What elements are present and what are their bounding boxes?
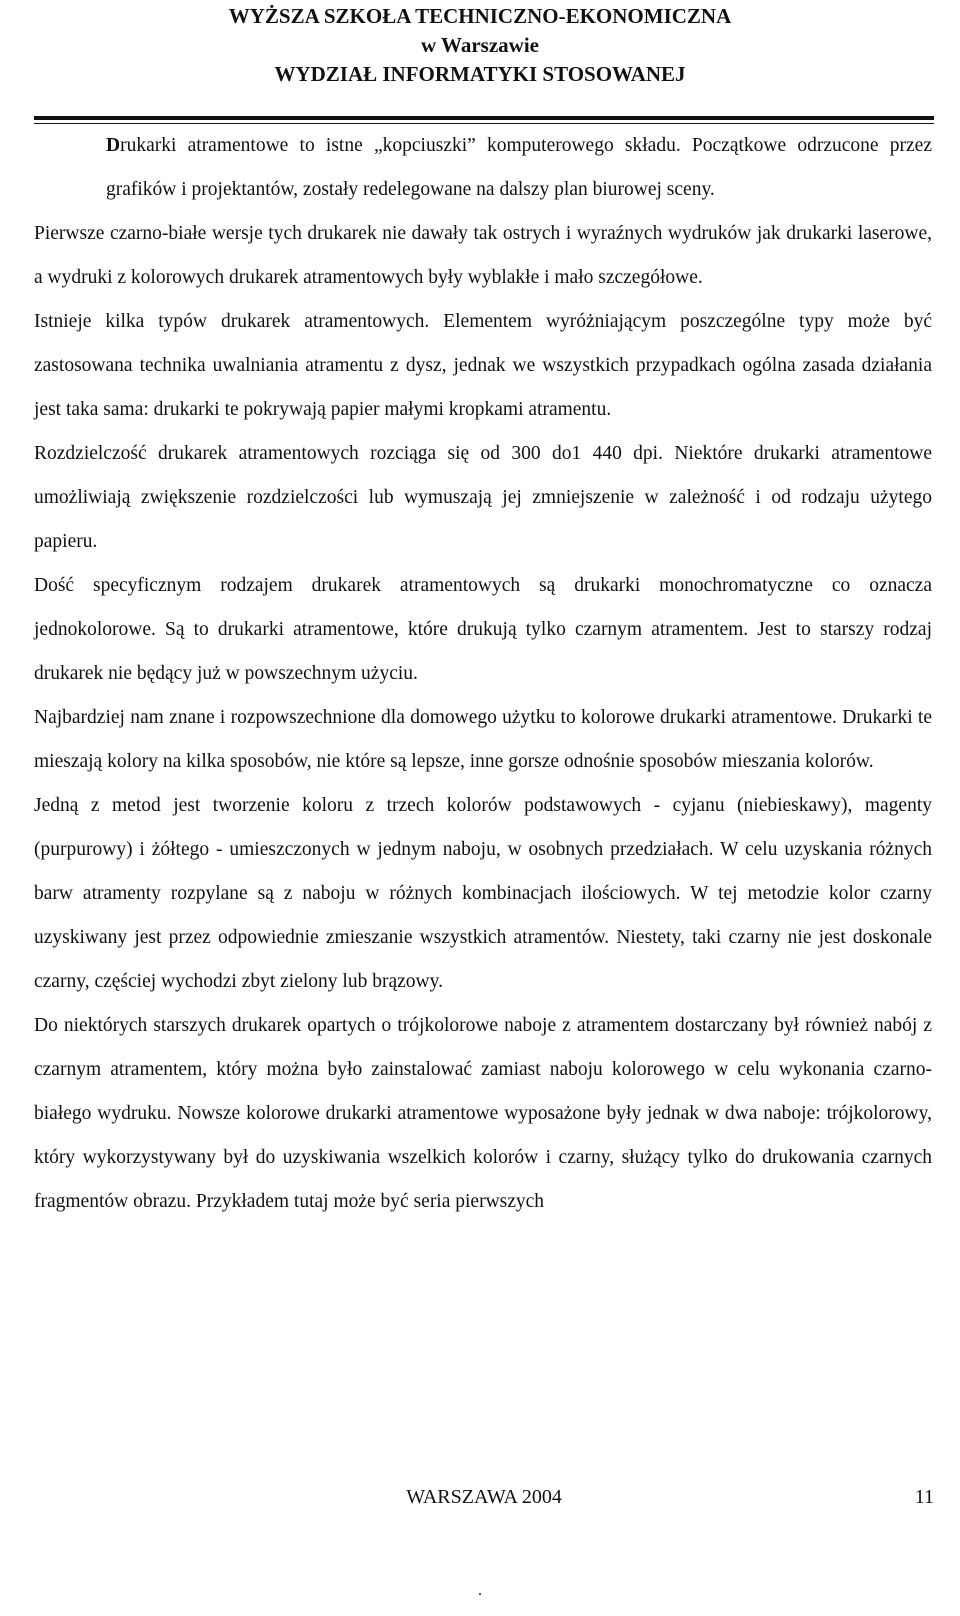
paragraph-4: Rozdzielczość drukarek atramentowych rozciąga się od 300 do1 440 dpi. Niektóre drukarki atramentowe umożliwiają zwiększenie rozdzielczości lub wymuszają jej zmniejszenie w zależność i od rodzaju użytego papieru. [34,443,932,552]
paragraph-8: Do niektórych starszych drukarek opartych o trójkolorowe naboje z atramentem dostarczany był również nabój z czarnym atramentem, który można było zainstalować zamiast naboju kolorowego w celu wykonania czarno-białego wydruku. Nowsze kolorowe drukarki atramentowe wyposażone były jednak w dwa naboje: trójkolorowy, który wykorzystywany był do uzyskiwania wszelkich kolorów i czarny, służący tylko do drukowania czarnych fragmentów obrazu. Przykładem tutaj może być seria pierwszych [34,1015,932,1212]
document-header [0,2,960,89]
paragraph-initial: D [106,135,121,156]
school-city: w Warszawie [420,33,539,57]
document-body [34,124,932,1224]
page-footer [34,1486,934,1516]
page-number: 11 [914,1486,934,1508]
paragraph-3: Istnieje kilka typów drukarek atramentowych. Elementem wyróżniającym poszczególne typy może być zastosowana technika uwalniania atramentu z dysz, jednak we wszystkich przypadkach ogólna zasada działania jest taka sama: drukarki te pokrywają papier małymi kropkami atramentu. [34,311,932,420]
paragraph-1 [34,124,932,212]
paragraph-7: Jedną z metod jest tworzenie koloru z trzech kolorów podstawowych - cyjanu (niebieskawy), magenty (purpurowy) i żółtego - umieszczonych w jednym naboju, w osobnych przedziałach. W celu uzyskania różnych barw atramenty rozpylane są z naboju w różnych kombinacjach ilościowych. W tej metodzie kolor czarny uzyskiwany jest przez odpowiednie zmieszanie wszystkich atramentów. Niestety, taki czarny nie jest doskonale czarny, częściej wychodzi zbyt zielony lub brązowy. [34,795,932,992]
paragraph-2: Pierwsze czarno-białe wersje tych drukarek nie dawały tak ostrych i wyraźnych wydruków jak drukarki laserowe, a wydruki z kolorowych drukarek atramentowych były wyblakłe i mało szczegółowe. [34,223,932,288]
school-name: WYŻSZA SZKOŁA TECHNICZNO-EKONOMICZNA [228,4,732,28]
paragraph-5: Dość specyficznym rodzajem drukarek atramentowych są drukarki monochromatyczne co oznacza jednokolorowe. Są to drukarki atramentowe, które drukują tylko czarnym atramentem. Jest to starszy rodzaj drukarek nie będący już w powszechnym użyciu. [34,575,932,684]
paragraph-6: Najbardziej nam znane i rozpowszechnione dla domowego użytku to kolorowe drukarki atramentowe. Drukarki te mieszają kolory na kilka sposobów, nie które są lepsze, inne gorsze odnośnie sposobów mieszania kolorów. [34,707,932,772]
header-rule-thick [34,116,934,120]
footer-place-year: WARSZAWA 2004 [406,1486,562,1508]
bottom-mark: . [478,1582,482,1599]
paragraph-1-text: rukarki atramentowe to istne „kopciuszki” komputerowego składu. Początkowe odrzucone przez grafików i projektantów, zostały redelegowane na dalszy plan biurowej sceny. [106,135,932,200]
faculty-name: WYDZIAŁ INFORMATYKI STOSOWANEJ [274,62,686,86]
